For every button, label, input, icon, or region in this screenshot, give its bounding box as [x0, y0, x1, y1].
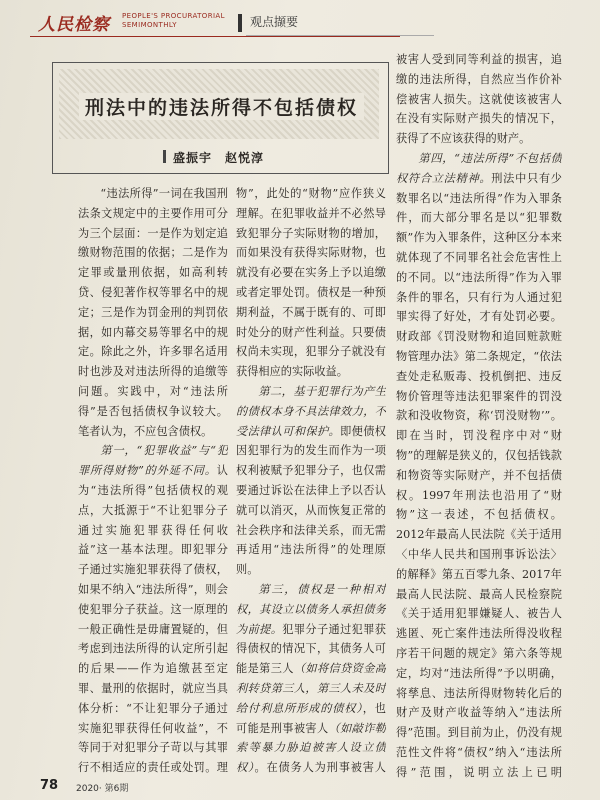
column-2: [236, 184, 386, 774]
paragraph: [396, 149, 562, 780]
paragraph-lead: 第四，“违法所得”不包括债权符合立法精神。: [396, 151, 562, 185]
paragraph: “违法所得”一词在我国刑法条文规定中的主要作用可分为三个层面：一是作为划定追缴财物范围的依据；二是作为定罪或量刑依据，如高利转贷、侵犯著作权等罪名中的规定；三是作为罚金刑的判罚依据，如内幕交易等罪名中的规定。除此之外，许多罪名适用时也涉及对违法所得的追缴等问题。实践中，对“违法所得”是否包括债权争议较大。笔者认为，不应包含债权。: [78, 187, 228, 438]
byline-marker: [163, 150, 166, 163]
column-1: [78, 184, 228, 774]
masthead: [30, 8, 590, 38]
paragraph-body: ，也可能是刑事被害人: [236, 701, 386, 735]
issue-label: 2020· 第6期: [76, 784, 129, 794]
paragraph-body: 即便债权因犯罪行为的发生而作为一项权利被赋予犯罪分子，也仅需要通过诉讼在法律上予以否认就可以消灭，从而恢复正常的社会秩序和法律关系，而无需再适用“违法所得”的处理原则。: [236, 424, 386, 577]
paragraph-lead: 第二，基于犯罪行为产生的债权本身不具法律效力，不受法律认可和保护。: [236, 384, 386, 438]
paragraph-lead: 第一，“犯罪收益”与“犯罪所得财物”的外延不同。: [78, 444, 228, 478]
article-authors: 盛振宇 赵悦淳: [173, 151, 265, 165]
paragraph: [78, 441, 228, 774]
column-3: [396, 50, 562, 780]
paragraph: [236, 580, 386, 774]
page-number: 78: [40, 778, 59, 793]
paragraph: 物”，此处的“财物”应作狭义理解。在犯罪收益并不必然导致犯罪分子实际财物的增加，而如果没有获得实际财物，也就没有必要在实务上予以追缴或者定罪处罚。债权是一种预期利益，不属于既有的、可即时处分的财产性利益。只要债权尚未实现，犯罪分子就没有获得相应的实际收益。: [236, 187, 386, 379]
article-title: 刑法中的违法所得不包括债权: [79, 93, 364, 120]
paragraph-note: （如将信贷资金高利转贷第三人，第三人未及时给付利息所形成的债权）: [236, 662, 386, 715]
journal-english-name: PEOPLE'S PROCURATORIAL SEMIMONTHLY: [122, 12, 225, 29]
journal-name: 人民检察: [38, 15, 110, 35]
paragraph-lead: 第三，债权是一种相对权，其设立以债务人承担债务为前提。: [236, 582, 386, 636]
paragraph: [236, 382, 386, 580]
paragraph-body: 认为“违法所得”包括债权的观点，大抵源于“不让犯罪分子通过实施犯罪获得任何收益”这一基本法理。即犯罪分子通过实施犯罪获得了债权，如果不纳入“违法所得”，则会使犯罪分子获益。这一原理的一般正确性是毋庸置疑的，但考虑到违法所得的认定所引起的后果——作为追缴甚至定罪、量刑的依据时，就应当具体分析：“不让犯罪分子通过实施犯罪获得任何收益”，不等同于对犯罪分子苛以与其罪行不相适应的责任或处罚。理: [78, 464, 228, 774]
header-rule: [30, 36, 400, 37]
title-box: [52, 62, 389, 174]
title-pattern: [59, 69, 379, 139]
paragraph-body: 。在债务人为刑事被害人: [254, 761, 386, 774]
section-marker: [238, 14, 242, 32]
paragraph: 被害人受到同等利益的损害，追缴的违法所得，自然应当作价补偿被害人损失。这就使该被害人在没有实际财产损失的情况下，获得了不应该获得的财产。: [396, 53, 562, 146]
paragraph-body: 犯罪分子通过犯罪获得债权的情况下，其债务人可能是第三人: [236, 622, 386, 676]
page-footer: [40, 776, 340, 796]
paragraph-note: （如敲诈勒索等暴力胁迫被害人设立债权）: [236, 721, 386, 774]
paragraph-body: 刑法中只有少数罪名以“违法所得”作为入罪条件，而大部分罪名是以“犯罪数额”作为入罪条件，这种区分本来就体现了不同罪名社会危害性上的不同。以“违法所得”作为入罪条件的罪名，只有行为人通过犯罪实得了好处，才有处罚必要。财政部《罚没财物和追回赃款赃物管理办法》第二条规定，“依法查处走私贩毒、投机倒把、违反物价管理等违法犯罪案件的罚没款和没收物资，称‘罚没财物’”。即在当时，罚没程序中对“财物”的理解是狭义的，仅包括钱款和物资等实际财产，并不包括债权。1997年刑法也沿用了“财物”这一表述，不包括债权。2012年最高人民法院《关于适用〈中华人民共和国刑事诉讼法〉的解释》第五百零九条、2017年最高人民法院、最高人民检察院《关于适用犯罪嫌疑人、被告人逃匿、死亡案件违法所得没收程序若干问题的规定》第六条等规定，均对“违法所得”予以明确，将孳息、违法所得财物转化后的财产及财产收益等纳入“违法所得”范围。到目前为止，仍没有规范性文件将“债权”纳入“违法所得”范围，说明立法上已明: [396, 171, 562, 779]
section-label: 观点撷要: [246, 11, 434, 36]
